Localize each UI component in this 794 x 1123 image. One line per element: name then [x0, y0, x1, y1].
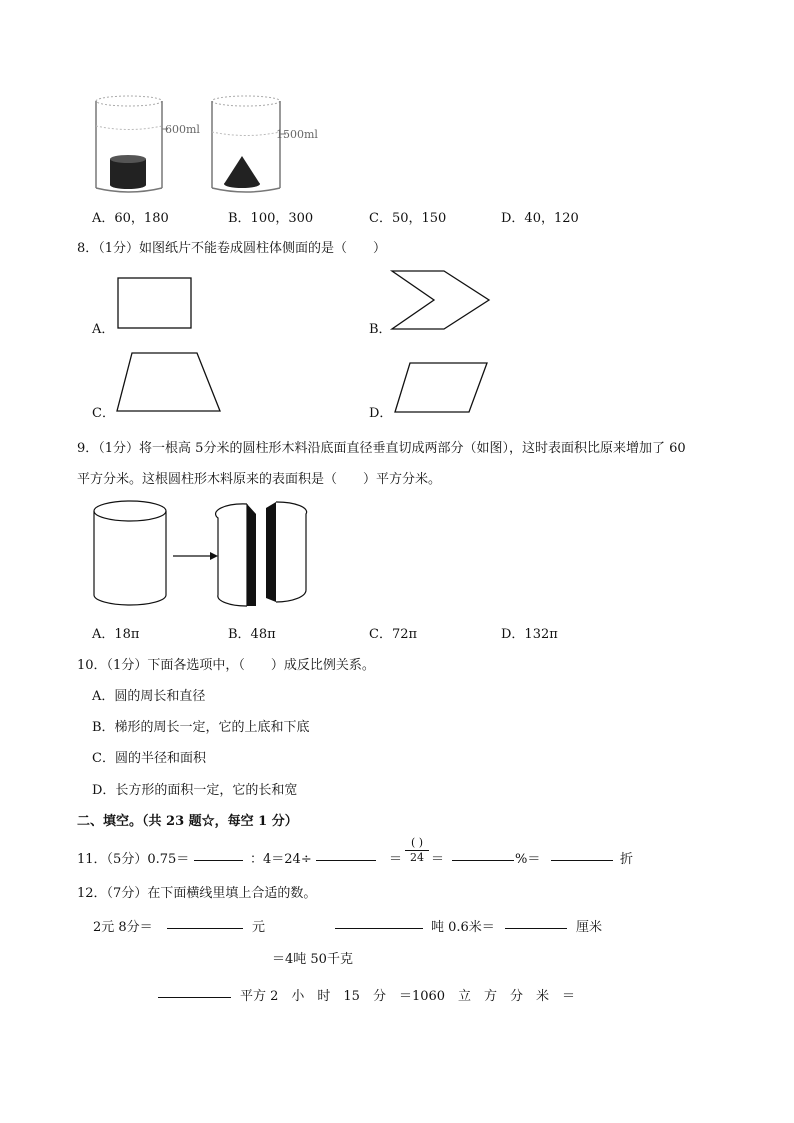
- q11-blank-4[interactable]: [551, 846, 613, 861]
- fraction-numerator[interactable]: ( ): [405, 836, 429, 851]
- q12-question: 12．（7分）在下面横线里填上合适的数。: [77, 886, 317, 901]
- q8-option-d[interactable]: D．: [369, 406, 393, 421]
- chevron-shape: [388, 268, 493, 333]
- q8-option-b[interactable]: B．: [369, 322, 392, 337]
- q8-option-c[interactable]: C．: [92, 406, 115, 421]
- q9-question-line2: 平方分米。这根圆柱形木料原来的表面积是（ ）平方分米。: [77, 472, 442, 487]
- q9-option-a[interactable]: A．18π: [92, 627, 140, 642]
- q12-line1-d: 厘米: [576, 920, 603, 935]
- beaker1-volume-label: 600ml: [165, 123, 200, 136]
- q11-blank-2[interactable]: [316, 846, 376, 861]
- parallelogram-shape: [392, 360, 492, 416]
- section2-heading: 二、填空。（共 23 题☆，每空 1 分）: [77, 814, 298, 829]
- q12-line1-a: 2元 8分＝: [93, 920, 153, 935]
- q12-line1-b: 元: [252, 920, 266, 935]
- q11-text-5: %＝: [515, 852, 541, 867]
- q11-fraction: [405, 836, 429, 865]
- q9-question-line1: 9．（1分）将一根高 5分米的圆柱形木料沿底面直径垂直切成两部分（如图），这时表面积比原来增加了 60: [77, 441, 686, 456]
- q10-question: 10．（1分）下面各选项中，（ ）成反比例关系。: [77, 658, 375, 673]
- q11-text-6: 折: [620, 852, 634, 867]
- q12-blank-3[interactable]: [505, 914, 567, 929]
- q11-text-3: ＝: [389, 852, 403, 867]
- q11-blank-1[interactable]: [194, 846, 243, 861]
- q12-blank-4[interactable]: [158, 983, 231, 998]
- q12-line3: 平方 2 小 时 15 分 ＝1060 立 方 分 米 ＝: [240, 989, 576, 1004]
- trapezoid-shape: [114, 350, 224, 415]
- q12-line2: ＝4吨 50千克: [272, 952, 353, 967]
- q10-option-d[interactable]: D．长方形的面积一定，它的长和宽: [92, 783, 298, 798]
- q9-option-b[interactable]: B．48π: [228, 627, 276, 642]
- q9-option-d[interactable]: D．132π: [501, 627, 558, 642]
- q11-prefix: 11．（5分）0.75＝: [77, 852, 190, 867]
- q11-blank-3[interactable]: [452, 846, 514, 861]
- q7-option-d[interactable]: D．40，120: [501, 211, 579, 226]
- q12-blank-2[interactable]: [335, 914, 423, 929]
- q9-option-c[interactable]: C．72π: [369, 627, 418, 642]
- cylinder-cut-figure: [90, 498, 330, 613]
- q7-option-a[interactable]: A．60，180: [92, 211, 169, 226]
- beaker-figure-2: [208, 96, 318, 196]
- q10-option-b[interactable]: B．梯形的周长一定，它的上底和下底: [92, 720, 310, 735]
- q12-blank-1[interactable]: [167, 914, 243, 929]
- q8-option-a[interactable]: A．: [92, 322, 115, 337]
- q7-option-b[interactable]: B．100，300: [228, 211, 314, 226]
- q10-option-a[interactable]: A．圆的周长和直径: [92, 689, 206, 704]
- q11-text-4: ＝: [431, 852, 445, 867]
- beaker2-volume-label: 1500ml: [276, 128, 318, 141]
- q11-text-2: ：4＝24÷: [250, 852, 312, 867]
- rectangle-shape: [116, 276, 196, 332]
- q7-option-c[interactable]: C．50，150: [369, 211, 447, 226]
- q12-line1-c: 吨 0.6米＝: [431, 920, 495, 935]
- beaker-figure-1: [92, 96, 202, 196]
- fraction-denominator: 24: [410, 851, 424, 864]
- q8-question: 8．（1分）如图纸片不能卷成圆柱体侧面的是（ ）: [77, 241, 387, 256]
- q10-option-c[interactable]: C．圆的半径和面积: [92, 751, 206, 766]
